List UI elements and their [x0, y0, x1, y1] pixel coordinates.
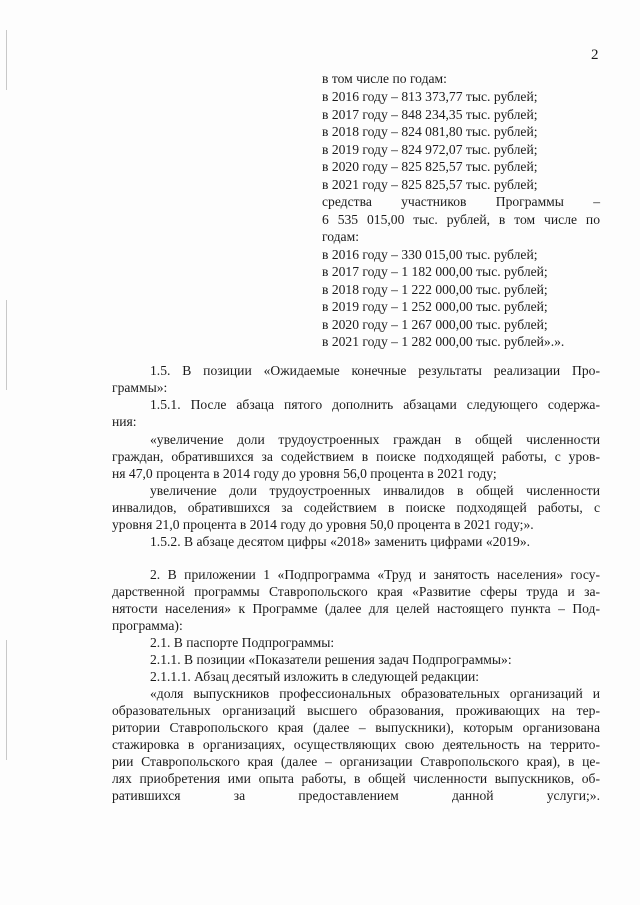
- funding-line: в 2016 году – 813 373,77 тыс. рублей;: [322, 89, 538, 104]
- paragraph-line: ня 47,0 процента в 2014 году до уровня 56,0 процента в 2021 году;: [112, 466, 497, 481]
- funding-line: в 2018 году – 1 222 000,00 тыс. рублей;: [322, 282, 548, 297]
- paragraph-line: 2. В приложении 1 «Подпрограмма «Труд и занятость населения» госу-: [150, 567, 600, 582]
- paragraph-line: 2.1.1. В позиции «Показатели решения задач Подпрограммы»:: [150, 652, 512, 667]
- funding-line: в 2020 году – 1 267 000,00 тыс. рублей;: [322, 317, 548, 332]
- paragraph-line: «доля выпускников профессиональных образовательных организаций и: [150, 686, 600, 701]
- funding-line: в 2021 году – 1 282 000,00 тыс. рублей».».: [322, 334, 565, 349]
- paragraph-line: 1.5.2. В абзаце десятом цифры «2018» заменить цифрами «2019».: [150, 534, 531, 549]
- paragraph-line: увеличение доли трудоустроенных инвалидов в общей численности: [150, 483, 600, 498]
- paragraph-line: уровня 21,0 процента в 2014 году до уровня 50,0 процента в 2021 году;».: [112, 517, 534, 532]
- funding-line: средства участников Программы –: [322, 194, 600, 209]
- funding-line: 6 535 015,00 тыс. рублей, в том числе по: [322, 212, 600, 227]
- paragraph-line: ратившихся за предоставлением данной услуги;».: [112, 788, 600, 803]
- paragraph-line: 2.1. В паспорте Подпрограммы:: [150, 635, 335, 650]
- paragraph-line: нятости населения» к Программе (далее для целей настоящего пункта – Под-: [112, 601, 600, 616]
- scan-edge-mark: [6, 30, 7, 90]
- funding-line: в 2017 году – 1 182 000,00 тыс. рублей;: [322, 264, 548, 279]
- funding-line: в 2020 году – 825 825,57 тыс. рублей;: [322, 159, 538, 174]
- paragraph-line: образовательных организаций высшего образования, проживающих на тер-: [112, 703, 600, 718]
- paragraph-line: «увеличение доли трудоустроенных граждан в общей численности: [150, 432, 600, 447]
- paragraph-line: стажировка в организациях, осуществляющих свою деятельность на террито-: [112, 737, 600, 752]
- paragraph-line: дарственной программы Ставропольского края «Развитие сферы труда и за-: [112, 584, 600, 599]
- scan-edge-mark: [6, 640, 7, 760]
- page-number: 2: [591, 47, 599, 63]
- paragraph-line: лях приобретения ими опыта работы, в общей численности выпускников, об-: [112, 771, 600, 786]
- funding-line: в 2016 году – 330 015,00 тыс. рублей;: [322, 247, 538, 262]
- funding-line: в 2019 году – 1 252 000,00 тыс. рублей;: [322, 299, 548, 314]
- paragraph-line: 2.1.1.1. Абзац десятый изложить в следующей редакции:: [150, 669, 480, 684]
- paragraph-line: инвалидов, обратившихся за содействием в поиске подходящей работы, с: [112, 500, 600, 515]
- funding-line: в 2021 году – 825 825,57 тыс. рублей;: [322, 177, 538, 192]
- paragraph-line: ния:: [112, 414, 137, 429]
- paragraph-line: программа):: [112, 618, 183, 633]
- paragraph-line: ритории Ставропольского края (далее – выпускники), которым организована: [112, 720, 600, 735]
- paragraph-line: граммы»:: [112, 380, 168, 395]
- funding-line: в 2018 году – 824 081,80 тыс. рублей;: [322, 124, 538, 139]
- funding-line: годам:: [322, 229, 359, 244]
- funding-line: в 2017 году – 848 234,35 тыс. рублей;: [322, 107, 538, 122]
- paragraph-line: 1.5. В позиции «Ожидаемые конечные результаты реализации Про-: [150, 363, 600, 378]
- scan-edge-mark: [6, 300, 7, 390]
- paragraph-line: рии Ставропольского края (далее – организации Ставропольского края), в це-: [112, 754, 600, 769]
- funding-line: в том числе по годам:: [322, 71, 447, 86]
- paragraph-line: граждан, обратившихся за содействием в поиске подходящей работы, с уров-: [112, 449, 600, 464]
- paragraph-line: 1.5.1. После абзаца пятого дополнить абзацами следующего содержа-: [150, 397, 600, 412]
- funding-line: в 2019 году – 824 972,07 тыс. рублей;: [322, 142, 538, 157]
